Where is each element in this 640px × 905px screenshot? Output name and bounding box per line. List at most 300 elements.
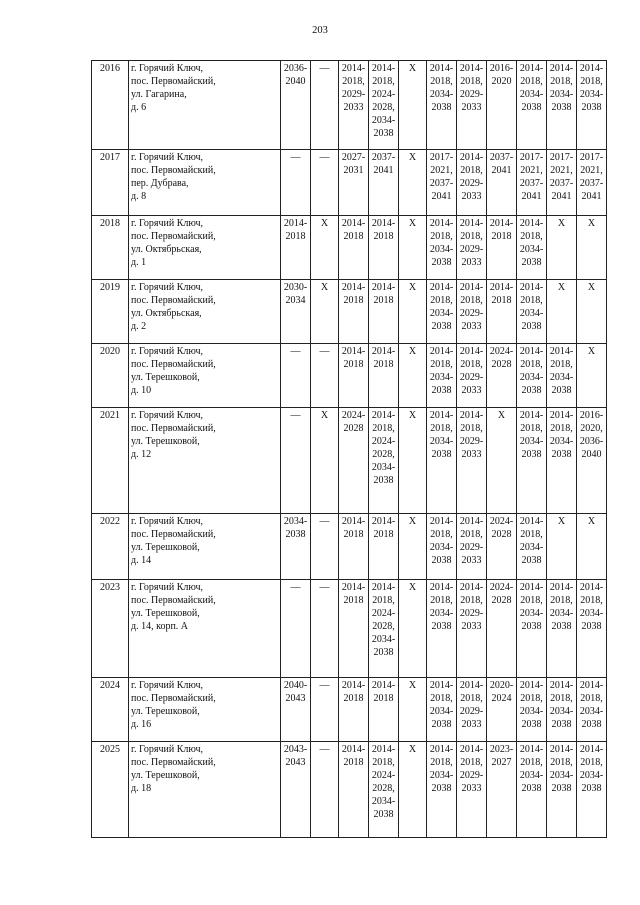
row-number: 2016 [92, 61, 129, 150]
period-line: 2014- [519, 410, 544, 421]
period-cell [339, 514, 369, 580]
address-line: д. 18 [131, 783, 152, 794]
period-line: 2014- [549, 346, 574, 357]
period-line: 2014- [371, 516, 396, 527]
period-line: 2038 [373, 647, 394, 658]
period-cell [547, 216, 577, 280]
period-line: 2018 [285, 231, 306, 242]
row-number: 2024 [92, 678, 129, 742]
period-line: 2034- [429, 308, 454, 319]
period-line: 2037- [579, 178, 604, 189]
period-line: X [557, 218, 566, 229]
period-cell [281, 150, 311, 216]
period-cell [517, 61, 547, 150]
address-cell [129, 580, 281, 678]
period-line: 2038 [581, 719, 602, 730]
period-line: 2029- [459, 436, 484, 447]
address-line: г. Горячий Ключ, [131, 346, 203, 357]
period-cell [311, 216, 339, 280]
period-line: 2014- [371, 410, 396, 421]
row-number: 2018 [92, 216, 129, 280]
period-cell [281, 408, 311, 514]
period-line: 2014- [429, 516, 454, 527]
period-cell [339, 280, 369, 344]
period-line: 2038 [431, 385, 452, 396]
register-table-body [92, 61, 607, 838]
period-line: 2014- [489, 218, 514, 229]
period-line: 2018, [460, 359, 483, 370]
period-line: 2018, [430, 595, 453, 606]
address-cell [129, 216, 281, 280]
address-line: д. 2 [131, 321, 147, 332]
address-line: пос. Первомайский, [131, 165, 216, 176]
period-line: 2038 [431, 321, 452, 332]
period-line: — [290, 582, 301, 593]
period-line: 2018 [491, 295, 512, 306]
period-line: 2033 [461, 257, 482, 268]
period-line: 2014- [341, 218, 366, 229]
period-line: 2018, [430, 529, 453, 540]
period-line: 2018, [550, 757, 573, 768]
period-line: 2014- [519, 282, 544, 293]
period-line: 2021, [430, 165, 453, 176]
period-line: 2014- [549, 744, 574, 755]
period-line: 2038 [521, 257, 542, 268]
period-cell [427, 344, 457, 408]
period-cell [577, 580, 607, 678]
address-line: д. 6 [131, 102, 147, 113]
period-line: 2018, [550, 595, 573, 606]
table-row [92, 742, 607, 838]
period-line: 2038 [551, 719, 572, 730]
period-cell [517, 344, 547, 408]
period-line: 2014- [459, 63, 484, 74]
period-line: 2034- [519, 436, 544, 447]
period-line: 2038 [431, 621, 452, 632]
period-line: 2033 [461, 102, 482, 113]
period-cell [427, 580, 457, 678]
period-line: 2018, [372, 76, 395, 87]
period-cell [399, 280, 427, 344]
period-cell [339, 344, 369, 408]
period-line: 2034- [519, 542, 544, 553]
period-line: 2034 [285, 295, 306, 306]
page-number: 203 [312, 25, 328, 36]
period-cell [399, 344, 427, 408]
period-cell [369, 580, 399, 678]
address-cell [129, 280, 281, 344]
period-line: 2014- [519, 744, 544, 755]
period-line: 2014- [459, 282, 484, 293]
period-line: 2014- [549, 63, 574, 74]
period-line: 2028 [491, 529, 512, 540]
period-line: 2034- [371, 796, 396, 807]
period-line: 2021, [550, 165, 573, 176]
period-line: 2018, [520, 359, 543, 370]
period-line: 2034- [549, 372, 574, 383]
period-line: 2034- [519, 706, 544, 717]
period-cell [281, 344, 311, 408]
period-line: 2033 [461, 719, 482, 730]
period-line: 2018, [520, 295, 543, 306]
period-line: 2024- [489, 582, 514, 593]
period-line: 2018, [550, 76, 573, 87]
period-cell [281, 514, 311, 580]
period-line: 2014- [519, 680, 544, 691]
period-line: 2038 [581, 621, 602, 632]
period-line: 2018 [373, 529, 394, 540]
period-cell [457, 514, 487, 580]
period-line: 2038 [551, 621, 572, 632]
address-line: г. Горячий Ключ, [131, 152, 203, 163]
period-cell [369, 216, 399, 280]
row-number: 2020 [92, 344, 129, 408]
period-line: 2038 [431, 449, 452, 460]
period-line: 2029- [459, 770, 484, 781]
address-line: д. 14 [131, 555, 152, 566]
period-line: 2036- [283, 63, 308, 74]
period-line: 2033 [461, 449, 482, 460]
period-line: 2033 [461, 555, 482, 566]
period-line: 2018 [373, 693, 394, 704]
period-line: 2028 [491, 359, 512, 370]
period-cell [369, 408, 399, 514]
period-line: 2034- [519, 89, 544, 100]
period-cell [487, 61, 517, 150]
period-line: 2018, [460, 529, 483, 540]
period-line: 2034- [519, 770, 544, 781]
period-cell [311, 408, 339, 514]
period-cell [457, 216, 487, 280]
period-line: X [408, 63, 417, 74]
period-line: 2014- [549, 410, 574, 421]
period-cell [427, 678, 457, 742]
period-line: 2038 [521, 321, 542, 332]
period-line: 2018, [460, 595, 483, 606]
period-line: 2037- [429, 178, 454, 189]
period-line: 2034- [429, 436, 454, 447]
period-line: 2014- [429, 582, 454, 593]
period-line: 2018 [343, 595, 364, 606]
period-line: 2038 [431, 783, 452, 794]
address-line: ул. Терешковой, [131, 706, 200, 717]
period-line: 2014- [341, 282, 366, 293]
period-line: X [320, 282, 329, 293]
period-line: X [408, 152, 417, 163]
period-cell [577, 742, 607, 838]
period-line: 2033 [461, 385, 482, 396]
row-number: 2021 [92, 408, 129, 514]
address-cell [129, 742, 281, 838]
period-line: 2016- [579, 410, 604, 421]
period-cell [281, 216, 311, 280]
period-line: 2043- [283, 744, 308, 755]
period-line: 2024- [489, 346, 514, 357]
address-line: пос. Первомайский, [131, 76, 216, 87]
period-line: 2018, [430, 295, 453, 306]
period-line: 2017- [519, 152, 544, 163]
period-cell [311, 678, 339, 742]
period-cell [547, 61, 577, 150]
address-line: д. 1 [131, 257, 147, 268]
period-line: 2018, [520, 757, 543, 768]
period-line: 2024- [341, 410, 366, 421]
period-line: 2018, [372, 595, 395, 606]
table-row [92, 150, 607, 216]
period-line: 2014- [371, 282, 396, 293]
address-line: д. 8 [131, 191, 147, 202]
period-line: 2034- [549, 706, 574, 717]
address-line: пос. Первомайский, [131, 595, 216, 606]
period-line: 2018, [460, 231, 483, 242]
period-cell [399, 61, 427, 150]
address-line: пос. Первомайский, [131, 693, 216, 704]
period-cell [427, 216, 457, 280]
period-line: X [497, 410, 506, 421]
period-line: 2034- [579, 770, 604, 781]
address-line: пос. Первомайский, [131, 231, 216, 242]
row-number: 2023 [92, 580, 129, 678]
period-line: 2034- [549, 436, 574, 447]
period-line: 2014- [429, 63, 454, 74]
period-cell [427, 514, 457, 580]
period-line: 2018 [373, 359, 394, 370]
period-line: 2038 [373, 809, 394, 820]
address-cell [129, 61, 281, 150]
period-cell [311, 61, 339, 150]
period-line: 2038 [431, 257, 452, 268]
address-line: пос. Первомайский, [131, 359, 216, 370]
period-line: 2018, [460, 757, 483, 768]
period-line: 2028, [372, 449, 395, 460]
address-line: д. 10 [131, 385, 152, 396]
table-row [92, 216, 607, 280]
period-line: 2037- [371, 152, 396, 163]
period-line: 2036- [579, 436, 604, 447]
period-cell [547, 678, 577, 742]
period-line: 2018, [580, 693, 603, 704]
period-cell [457, 344, 487, 408]
period-cell [339, 678, 369, 742]
period-line: 2018, [372, 423, 395, 434]
period-line: 2037- [489, 152, 514, 163]
period-cell [369, 344, 399, 408]
period-line: 2018 [343, 693, 364, 704]
table-row [92, 580, 607, 678]
period-cell [369, 280, 399, 344]
period-cell [517, 678, 547, 742]
period-line: 2024- [371, 436, 396, 447]
period-line: 2034- [429, 706, 454, 717]
address-line: г. Горячий Ключ, [131, 410, 203, 421]
period-line: 2017- [429, 152, 454, 163]
period-line: 2018, [430, 231, 453, 242]
address-line: д. 12 [131, 449, 152, 460]
period-cell [457, 408, 487, 514]
period-cell [517, 408, 547, 514]
period-cell [399, 514, 427, 580]
period-line: 2033 [461, 191, 482, 202]
address-line: пос. Первомайский, [131, 757, 216, 768]
period-line: 2038 [521, 449, 542, 460]
period-line: 2027- [341, 152, 366, 163]
period-cell [281, 61, 311, 150]
period-line: 2014- [459, 516, 484, 527]
period-cell [517, 216, 547, 280]
address-cell [129, 408, 281, 514]
period-line: 2018, [520, 231, 543, 242]
period-line: 2014- [519, 516, 544, 527]
period-cell [281, 742, 311, 838]
period-cell [517, 280, 547, 344]
period-cell [399, 742, 427, 838]
period-line: 2038 [521, 621, 542, 632]
period-line: 2034- [519, 372, 544, 383]
period-cell [487, 514, 517, 580]
period-cell [487, 216, 517, 280]
period-line: 2018 [343, 359, 364, 370]
period-cell [577, 61, 607, 150]
row-number: 2019 [92, 280, 129, 344]
period-line: 2033 [461, 783, 482, 794]
period-line: 2034- [549, 89, 574, 100]
period-line: — [319, 582, 330, 593]
period-line: 2014- [429, 282, 454, 293]
period-line: 2018, [430, 359, 453, 370]
period-line: 2041 [431, 191, 452, 202]
period-line: 2018 [343, 757, 364, 768]
period-line: — [290, 152, 301, 163]
period-line: 2018 [343, 231, 364, 242]
period-cell [547, 580, 577, 678]
period-line: 2014- [371, 218, 396, 229]
period-line: 2038 [521, 719, 542, 730]
address-line: г. Горячий Ключ, [131, 282, 203, 293]
period-cell [457, 580, 487, 678]
period-cell [547, 150, 577, 216]
period-cell [577, 514, 607, 580]
period-line: 2031 [343, 165, 364, 176]
period-cell [487, 742, 517, 838]
period-line: 2018, [460, 423, 483, 434]
address-cell [129, 678, 281, 742]
period-cell [311, 344, 339, 408]
address-cell [129, 514, 281, 580]
period-line: 2028 [343, 423, 364, 434]
period-line: 2014- [283, 218, 308, 229]
period-cell [517, 580, 547, 678]
period-line: X [408, 516, 417, 527]
period-line: 2040- [283, 680, 308, 691]
period-line: 2043 [285, 693, 306, 704]
period-line: 2041 [491, 165, 512, 176]
address-line: г. Горячий Ключ, [131, 582, 203, 593]
period-line: 2033 [461, 321, 482, 332]
period-line: X [587, 346, 596, 357]
period-cell [547, 514, 577, 580]
period-line: 2018, [520, 423, 543, 434]
period-line: 2018, [460, 76, 483, 87]
period-line: 2037- [519, 178, 544, 189]
address-line: д. 16 [131, 719, 152, 730]
period-cell [577, 344, 607, 408]
period-line: X [408, 282, 417, 293]
table-row [92, 408, 607, 514]
period-line: 2014- [459, 680, 484, 691]
period-line: 2027 [491, 757, 512, 768]
period-line: 2034- [429, 608, 454, 619]
address-line: ул. Октябрьская, [131, 308, 202, 319]
period-line: 2014- [341, 346, 366, 357]
period-line: 2038 [285, 529, 306, 540]
period-line: 2038 [551, 783, 572, 794]
period-cell [547, 408, 577, 514]
row-number: 2022 [92, 514, 129, 580]
address-line: ул. Терешковой, [131, 770, 200, 781]
period-cell [339, 61, 369, 150]
period-cell [547, 344, 577, 408]
period-line: 2018, [460, 165, 483, 176]
period-line: 2038 [581, 102, 602, 113]
address-line: г. Горячий Ключ, [131, 218, 203, 229]
period-line: 2014- [371, 680, 396, 691]
table-row [92, 280, 607, 344]
period-line: 2018, [580, 595, 603, 606]
period-line: — [319, 63, 330, 74]
period-line: 2014- [459, 744, 484, 755]
period-line: 2038 [551, 385, 572, 396]
period-line: 2028, [372, 102, 395, 113]
period-cell [457, 280, 487, 344]
period-line: 2014- [429, 680, 454, 691]
period-line: 2014- [371, 63, 396, 74]
period-line: 2038 [551, 102, 572, 113]
period-cell [547, 280, 577, 344]
period-cell [487, 580, 517, 678]
period-cell [339, 580, 369, 678]
table-row [92, 344, 607, 408]
period-cell [427, 150, 457, 216]
period-line: 2014- [459, 346, 484, 357]
period-cell [577, 150, 607, 216]
period-line: 2034- [371, 115, 396, 126]
period-line: 2040 [581, 449, 602, 460]
period-line: 2014- [519, 346, 544, 357]
address-cell [129, 150, 281, 216]
period-line: 2024- [489, 516, 514, 527]
period-cell [311, 150, 339, 216]
period-line: 2018, [430, 423, 453, 434]
period-line: 2018, [550, 359, 573, 370]
period-line: 2018, [580, 757, 603, 768]
period-line: 2014- [579, 744, 604, 755]
period-cell [399, 580, 427, 678]
period-line: 2014- [579, 582, 604, 593]
table-row [92, 514, 607, 580]
period-line: 2018 [373, 295, 394, 306]
period-line: 2033 [343, 102, 364, 113]
period-line: 2018 [343, 529, 364, 540]
period-line: 2029- [459, 89, 484, 100]
period-cell [517, 514, 547, 580]
period-cell [457, 742, 487, 838]
period-line: 2038 [581, 783, 602, 794]
register-table [91, 60, 607, 838]
period-line: 2034- [429, 542, 454, 553]
address-line: г. Горячий Ключ, [131, 744, 203, 755]
period-line: 2018, [550, 693, 573, 704]
period-line: 2029- [459, 542, 484, 553]
